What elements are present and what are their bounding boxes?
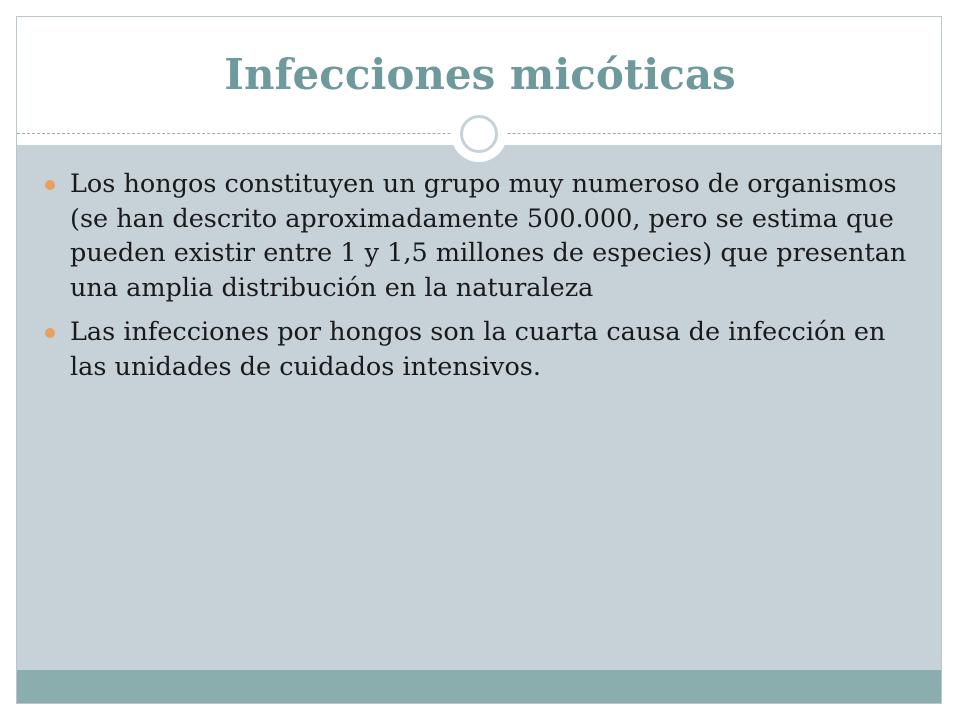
- bullet-item: [40, 315, 920, 384]
- bullet-text: Las infecciones por hongos son la cuarta causa de infección en las unidades de cuidados intensivos.: [70, 317, 886, 382]
- divider-ring-ornament: [451, 106, 507, 162]
- bullet-item: [40, 167, 920, 305]
- footer-bar: [17, 670, 941, 703]
- slide-title: Infecciones micóticas: [224, 50, 736, 99]
- bullet-dot-icon: [45, 328, 55, 338]
- bullet-text: Los hongos constituyen un grupo muy numeroso de organismos (se han descrito aproximadamente 500.000, pero se estima que pueden existir entre 1 y 1,5 millones de especies) que presentan una amplia distribución en la naturaleza: [70, 169, 907, 303]
- bullet-dot-icon: [45, 180, 55, 190]
- bullet-list: [40, 167, 920, 394]
- ring-inner-circle: [460, 115, 498, 153]
